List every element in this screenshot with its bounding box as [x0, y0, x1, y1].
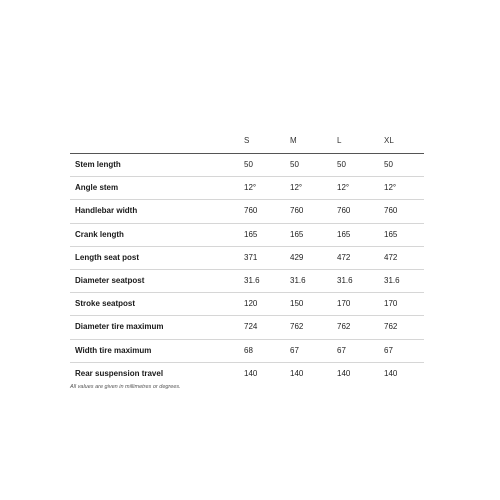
row-value: 67	[384, 345, 393, 355]
row-value: 120	[244, 299, 258, 309]
row-value: 50	[290, 160, 299, 169]
row-value: 165	[290, 229, 304, 239]
row-value: 67	[290, 345, 299, 355]
row-label: Diameter seatpost	[75, 275, 145, 285]
row-value: 31.6	[384, 275, 400, 285]
row-value: 31.6	[290, 275, 306, 285]
row-value: 724	[244, 322, 258, 332]
table-row	[70, 247, 424, 270]
row-value: 760	[244, 206, 258, 216]
row-label: Handlebar width	[75, 206, 138, 216]
table-row	[70, 224, 424, 247]
row-value: 165	[337, 229, 351, 239]
row-label: Diameter tire maximum	[75, 322, 164, 332]
row-value: 762	[290, 322, 304, 332]
row-value: 429	[290, 252, 304, 262]
row-value: 68	[244, 345, 253, 355]
row-value: 760	[384, 206, 398, 216]
row-value: 12°	[290, 183, 303, 193]
table-row	[70, 293, 424, 316]
row-value: 140	[244, 368, 258, 378]
size-header-m: M	[290, 136, 297, 145]
row-value: 760	[290, 206, 304, 216]
row-value: 140	[337, 368, 351, 378]
table-row	[70, 270, 424, 293]
row-value: 67	[337, 345, 346, 355]
row-value: 140	[290, 368, 304, 378]
row-label: Angle stem	[75, 183, 119, 193]
row-value: 50	[384, 160, 393, 169]
row-value: 170	[337, 299, 351, 309]
row-label: Crank length	[75, 229, 124, 239]
row-value: 472	[384, 252, 398, 262]
row-value: 371	[244, 252, 258, 262]
size-header-l: L	[337, 136, 342, 145]
row-value: 472	[337, 252, 351, 262]
size-header-xl: XL	[384, 136, 394, 145]
table-body	[70, 154, 424, 385]
row-value: 12°	[337, 183, 350, 193]
row-label: Stem length	[75, 160, 121, 169]
row-value: 12°	[384, 183, 397, 193]
row-label: Width tire maximum	[75, 345, 152, 355]
table-row	[70, 200, 424, 223]
size-specs-table	[70, 131, 424, 385]
row-value: 50	[337, 160, 346, 169]
row-value: 165	[384, 229, 398, 239]
row-value: 12°	[244, 183, 257, 193]
row-value: 762	[384, 322, 398, 332]
row-value: 760	[337, 206, 351, 216]
table-row	[70, 363, 424, 385]
row-value: 150	[290, 299, 304, 309]
row-label: Length seat post	[75, 252, 140, 262]
row-value: 31.6	[337, 275, 353, 285]
row-label: Stroke seatpost	[75, 299, 136, 309]
row-value: 762	[337, 322, 351, 332]
row-label: Rear suspension travel	[75, 368, 164, 378]
row-value: 140	[384, 368, 398, 378]
table-row	[70, 316, 424, 339]
row-value: 50	[244, 160, 253, 169]
row-value: 170	[384, 299, 398, 309]
table-row	[70, 340, 424, 363]
row-value: 165	[244, 229, 258, 239]
footnote: All values are given in millimetres or degrees.	[70, 384, 181, 390]
row-value: 31.6	[244, 275, 260, 285]
table-row	[70, 154, 424, 177]
table-header	[70, 131, 424, 154]
size-header-s: S	[244, 136, 250, 145]
table-row	[70, 177, 424, 200]
